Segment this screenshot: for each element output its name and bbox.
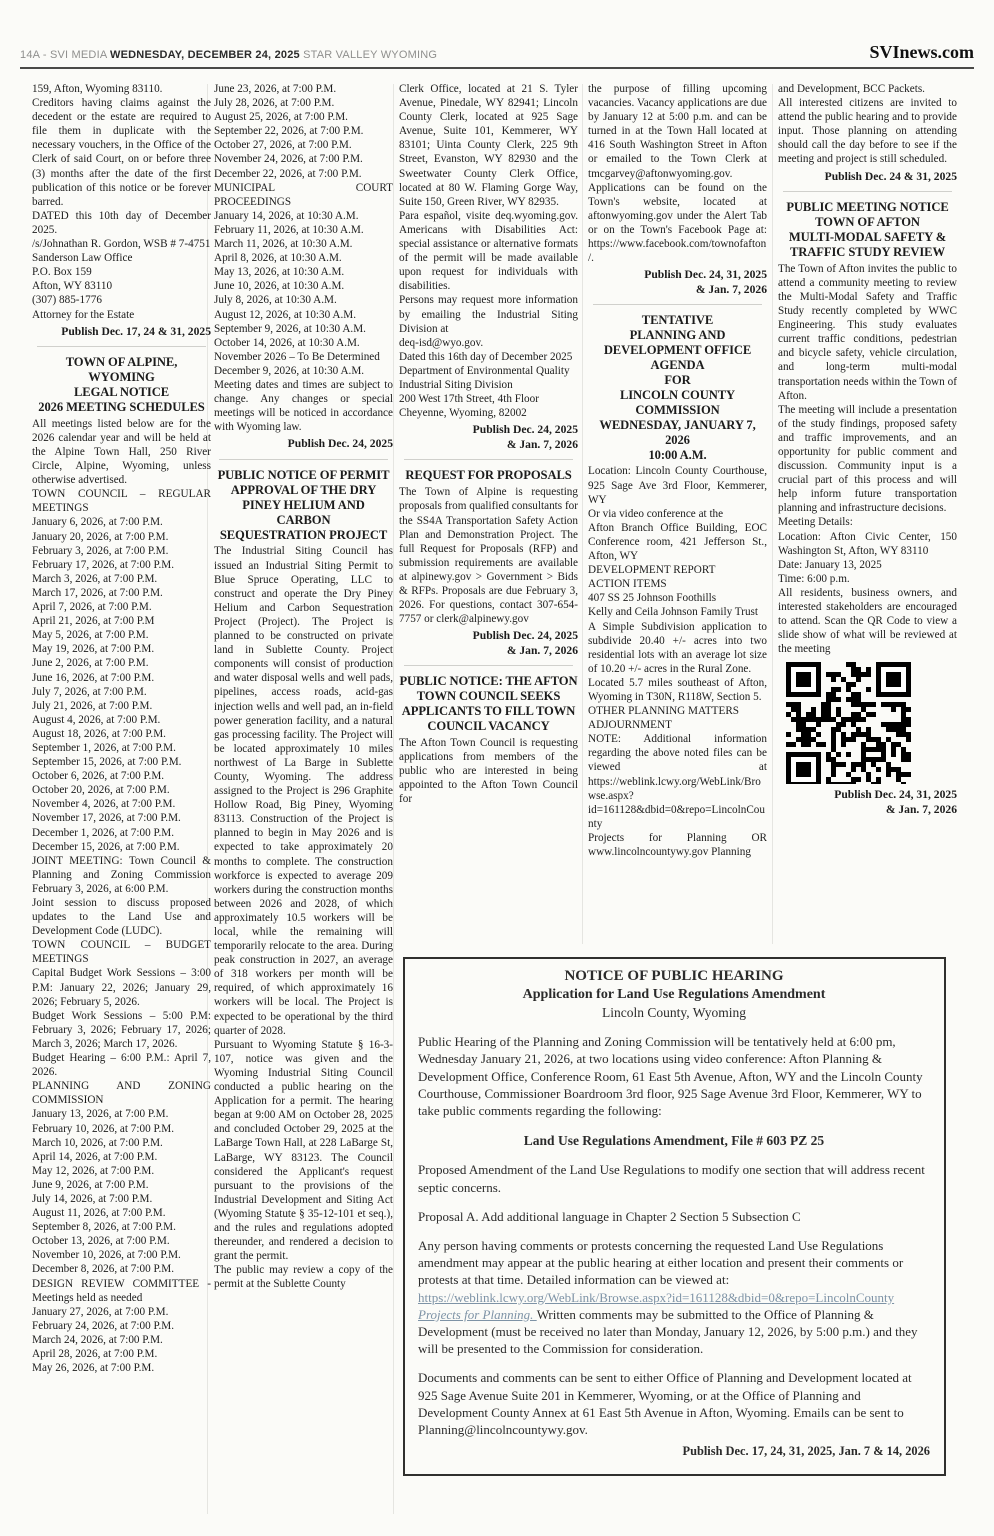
box-paragraph-hearing: Public Hearing of the Planning and Zoning Commission will be tentatively held at 6:00 pm, Wednesday January 21, 2026, at two locations using video conference: Afton Planning & Development Office, Conference Room, 61 East 5th Avenue, Afton, WY and the Lincoln County Courthouse, Commissioner Boardroom 3rd floor, 925 Sage Avenue 3rd Floor, Kemmerer, WY to take public comments regarding the following: bbox=[418, 1034, 923, 1119]
box-paragraph-comments bbox=[418, 1237, 930, 1357]
box-publish-credit: Publish Dec. 17, 24, 31, 2025, Jan. 7 & 14, 2026 bbox=[682, 1444, 930, 1459]
notice-paragraph: DATED this 10th day of December 2025. bbox=[32, 209, 211, 236]
region-label: STAR VALLEY WYOMING bbox=[303, 49, 438, 61]
notice-paragraph: NOTE: Additional information regarding the above noted files can be viewed at https://weblink.lcwy.org/WebLink/Browse.aspx?id=161128&dbid=0&repo=LincolnCounty bbox=[588, 733, 767, 830]
notice-paragraph: Location: Lincoln County Courthouse, 925 Sage Ave 3rd Floor, Kemmerer, WY bbox=[588, 465, 767, 506]
notice-paragraph: All residents, business owners, and interested stakeholders are encouraged to attend. Scan the QR Code to view a slide show of what will be reviewed at the meeting bbox=[778, 586, 957, 656]
notice-separator bbox=[219, 459, 388, 460]
notice-paragraph: All interested citizens are invited to attend the public hearing and to provide input. Those planning on attending should call the day before to see if the meeting and project is still scheduled. bbox=[778, 97, 957, 166]
notice-lines: and Development, BCC Packets. bbox=[778, 83, 925, 95]
notice-paragraph: Persons may request more information by emailing the Industrial Siting Division at bbox=[399, 294, 578, 335]
notice-paragraph: Kelly and Ceila Johnson Family Trust bbox=[588, 606, 758, 619]
box-paragraph-amendment: Proposed Amendment of the Land Use Regulations to modify one section that will address recent septic concerns. bbox=[418, 1162, 925, 1195]
edition-line bbox=[20, 49, 437, 61]
header-rule bbox=[20, 67, 974, 69]
page-header bbox=[20, 42, 974, 63]
notice-paragraph: The Town of Alpine is requesting proposals from qualified consultants for the SS4A Transportation Safety Action Plan and Demonstration Project. The full Request for Proposals (RFP) and submission requirements are available at alpinewy.gov > Government > Bids & RFPs. Proposals are due February 3, 2026. For questions, contact 307-654-7757 or clerk@alpinewy.gov bbox=[399, 486, 578, 626]
notice-paragraph: Pursuant to Wyoming Statute § 16-3-107, notice was given and the Wyoming Industrial Siting Council conducted a public hearing on the Application for a permit. The hearing began at 9:00 AM on October 28, 2025 and concluded October 29, 2025 at the LaBarge Town Hall, at 228 LaBarge St, LaBarge, WY 83123. The Council considered the Applicant's request pursuant to the provisions of the Industrial Development and Siting Act (Wyoming Statute § 35-12-101 et seq.), and the rules and regulations adopted thereunder, and rendered a decision to grant the permit. bbox=[214, 1038, 393, 1263]
notice-lines: January 13, 2026, at 7:00 P.M. February 10, 2026, at 7:00 P.M. March 10, 2026, at 7:00 P.M. April 14, 2026, at 7:00 P.M. May 12, 2026, at 7:00 P.M. June 9, 2026, at 7:00 P.M. July 14, 2026, at 7:00 P.M. August 11, 2026, at 7:00 P.M. September 8, 2026, at 7:00 P.M. October 13, 2026, at 7:00 P.M. November 10, 2026, at 7:00 P.M. December 8, 2026, at 7:00 P.M. bbox=[32, 1108, 181, 1276]
notice-paragraph: the purpose of filling upcoming vacancies. Vacancy applications are due by January 12 at 5:00 p.m. and can be turned in at the Town Hall located at 416 South Washington Street in Afton or emailed to the Town Clerk at tmcgarvey@aftonwyoming.gov. Applications can be found on the Town's website, located at aftonwyoming.gov under the Alert Tab or on the Town's Facebook Page at: https://www.facebook.com/townofafton/. bbox=[588, 83, 767, 265]
legal-column-5 bbox=[778, 82, 957, 948]
notice-separator bbox=[593, 304, 762, 305]
notice-separator bbox=[37, 346, 206, 347]
legal-column-4 bbox=[588, 82, 767, 948]
notice-paragraph: MUNICIPAL COURT PROCEEDINGS bbox=[214, 181, 393, 208]
notice-heading: TOWN OF ALPINE, WYOMING LEGAL NOTICE 2026 MEETING SCHEDULES bbox=[38, 355, 205, 414]
box-paragraph-documents: Documents and comments can be sent to either Office of Planning and Development located at 925 Sage Avenue Suite 201 in Kemmerer, Wyoming, or at the Office of Planning and Development County Annex at 61 East 5th Avenue in Afton, Wyoming. Emails can be sent to Planning@lincolncountywy.gov. bbox=[418, 1370, 912, 1438]
notice-paragraph: JOINT MEETING: Town Council & Planning and Zoning Commission February 3, 2026, at 6:00 P.M. bbox=[32, 854, 211, 895]
notice-lines: 159, Afton, Wyoming 83110. bbox=[32, 83, 163, 95]
publish-credit: Publish Dec. 24, 31, 2025 & Jan. 7, 2026 bbox=[834, 788, 957, 816]
notice-paragraph: TOWN COUNCIL – BUDGET MEETINGS bbox=[32, 939, 211, 966]
notice-paragraph: PLANNING AND ZONING COMMISSION bbox=[32, 1080, 211, 1107]
notice-paragraph: Afton Branch Office Building, EOC Conference room, 421 Jefferson St., Afton, WY bbox=[588, 521, 767, 563]
notice-paragraph: November 2026 – To Be Determined bbox=[214, 350, 380, 363]
box-county-line: Lincoln County, Wyoming bbox=[602, 1005, 746, 1020]
notice-paragraph: Budget Hearing – 6:00 P.M.: April 7, 2026. bbox=[32, 1052, 211, 1079]
notice-lines: Or via video conference at the bbox=[588, 507, 724, 520]
notice-paragraph: The Town of Afton invites the public to attend a community meeting to review the Multi-Modal Safety and Traffic Study recently completed by WWC Engineering. This study evaluates current traffic conditions, pedestrian and bicycle safety, vehicle circulation, and long-term multi-modal transportation needs within the Town of Afton. bbox=[778, 262, 957, 402]
publish-credit: Publish Dec. 24, 31, 2025 & Jan. 7, 2026 bbox=[644, 268, 767, 296]
notice-separator bbox=[783, 191, 952, 192]
box-written-comments-text: Written comments may be submitted to the Office of Planning & Development (must be received no later than Monday, January 12, 2026, by 5:00 p.m.) and they will be presented to the Commission for consideration. bbox=[418, 1306, 918, 1357]
publish-credit: Publish Dec. 17, 24 & 31, 2025 bbox=[61, 324, 211, 338]
notice-paragraph: Meeting dates and times are subject to change. Any changes or special meetings will be noticed in accordance with Wyoming law. bbox=[214, 378, 393, 434]
notice-paragraph: Clerk Office, located at 21 S. Tyler Avenue, Pinedale, WY 82941; Lincoln County Clerk, located at 925 Sage Avenue, Suite 101, Kemmerer, WY 83101; Uinta County Clerk, 225 9th Street, Evanston, WY 82930 and the Sweetwater County Clerk Office, located at 80 W. Flaming Gorge Way, Suite 150, Green River, WY 82935. bbox=[399, 83, 578, 208]
notice-paragraph: All meetings listed below are for the 2026 calendar year and will be held at the Alpine Town Hall, 250 River Circle, Alpine, Wyoming, unless otherwise advertised. bbox=[32, 417, 211, 487]
qr-code[interactable] bbox=[786, 662, 916, 784]
notice-lines: Industrial Siting Division 200 West 17th Street, 4th Floor Cheyenne, Wyoming, 82002 bbox=[399, 378, 539, 420]
masthead-url: SVInews.com bbox=[869, 42, 974, 62]
notice-lines: Date: January 13, 2025 Time: 6:00 p.m. bbox=[778, 558, 882, 585]
weblink-url[interactable]: https://weblink.lcwy.org/WebLink/Browse.aspx?id=161128&dbid=0&repo=LincolnCounty bbox=[418, 1289, 895, 1305]
notice-paragraph: Para español, visite deq.wyoming.gov. Americans with Disabilities Act: special assistance or alternative formats of the permit will be made available upon request for individuals with disabilities. bbox=[399, 209, 578, 293]
notice-heading: PUBLIC NOTICE: THE AFTON TOWN COUNCIL SEEKS APPLICANTS TO FILL TOWN COUNCIL VACANCY bbox=[399, 674, 578, 734]
notice-heading: REQUEST FOR PROPOSALS bbox=[405, 468, 572, 483]
box-comments-text: Any person having comments or protests concerning the requested Land Use Regulations amendment may appear at the public hearing at either location and present their comments or protests at that time. Detailed information can be viewed at: bbox=[418, 1238, 904, 1288]
legal-column-2 bbox=[214, 82, 393, 1530]
notice-lines: June 23, 2026, at 7:00 P.M. July 28, 2026, at 7:00 P.M. August 25, 2026, at 7:00 P.M. September 22, 2026, at 7:00 P.M. October 27, 2026, at 7:00 P.M. November 24, 2026, at 7:00 P.M. December 22, 2026, at 7:00 P.M. bbox=[214, 83, 364, 180]
column-rule bbox=[772, 84, 773, 944]
notice-lines: DEVELOPMENT REPORT ACTION ITEMS 407 SS 25 Johnson Foothills bbox=[588, 564, 717, 605]
notice-paragraph: Capital Budget Work Sessions – 3:00 P.M: January 22, 2026; January 29, 2026; February 5, 2026. bbox=[32, 967, 211, 1008]
notice-lines: Meeting Details: bbox=[778, 516, 853, 529]
legal-column-1 bbox=[32, 82, 211, 1530]
notice-paragraph: Located 5.7 miles southeast of Afton, Wyoming in T30N, R118W, Section 5. bbox=[588, 676, 767, 703]
notice-paragraph: Projects for Planning OR www.lincolncountywy.gov Planning bbox=[588, 831, 767, 858]
column-rule bbox=[582, 84, 583, 944]
notice-heading: PUBLIC NOTICE OF PERMIT APPROVAL OF THE DRY PINEY HELIUM AND CARBON SEQUESTRATION PROJECT bbox=[217, 467, 390, 542]
notice-paragraph: A Simple Subdivision application to subdivide 20.40 +/- acres into two residential lots with an average lot size of 10.20 +/- acres in the Rural Zone. bbox=[588, 620, 767, 675]
publish-credit: Publish Dec. 24, 2025 bbox=[287, 437, 393, 451]
box-paragraph-proposal: Proposal A. Add additional language in Chapter 2 Section 5 Subsection C bbox=[418, 1208, 801, 1224]
notice-paragraph: Location: Afton Civic Center, 150 Washington St, Afton, WY 83110 bbox=[778, 530, 957, 557]
box-file-heading: Land Use Regulations Amendment, File # 603 PZ 25 bbox=[523, 1133, 825, 1149]
publish-credit: Publish Dec. 24, 2025 & Jan. 7, 2026 bbox=[472, 423, 578, 451]
boxed-public-hearing-notice bbox=[403, 957, 946, 1476]
notice-paragraph: DESIGN REVIEW COMMITTEE - Meetings held as needed bbox=[32, 1277, 211, 1304]
notice-heading: TENTATIVE PLANNING AND DEVELOPMENT OFFICE AGENDA FOR LINCOLN COUNTY COMMISSION WEDNESDAY, JANUARY 7, 2026 10:00 A.M. bbox=[599, 313, 756, 462]
notice-lines: December 9, 2026, at 10:30 A.M. bbox=[214, 364, 365, 377]
notice-lines: deq-isd@wyo.gov. bbox=[399, 336, 484, 349]
issue-date: WEDNESDAY, DECEMBER 24, 2025 bbox=[110, 49, 300, 61]
notice-paragraph: The public may review a copy of the permit at the Sublette County bbox=[214, 1264, 393, 1291]
page-number-label: 14A - SVI MEDIA bbox=[20, 49, 107, 61]
notice-paragraph: Department of Environmental Quality bbox=[399, 364, 570, 377]
notice-paragraph: Creditors having claims against the decedent or the estate are required to file them in duplicate with the necessary vouchers, in the Office of the Clerk of said Court, on or before three (3) months after the date of the first publication of this notice or be forever barred. bbox=[32, 97, 211, 208]
notice-separator bbox=[404, 459, 573, 460]
publish-credit: Publish Dec. 24 & 31, 2025 bbox=[824, 169, 957, 183]
box-title: NOTICE OF PUBLIC HEARING bbox=[564, 968, 784, 984]
notice-lines: January 6, 2026, at 7:00 P.M. January 20, 2026, at 7:00 P.M. February 3, 2026, at 7:00 P.M. February 17, 2026, at 7:00 P.M. March 3, 2026, at 7:00 P.M. March 17, 2026, at 7:00 P.M. April 7, 2026, at 7:00 P.M. April 21, 2026, at 7:00 P.M May 5, 2026, at 7:00 P.M. May 19, 2026, at 7:00 P.M. June 2, 2026, at 7:00 P.M. June 16, 2026, at 7:00 P.M. July 7, 2026, at 7:00 P.M. July 21, 2026, at 7:00 P.M. August 4, 2026, at 7:00 P.M. August 18, 2026, at 7:00 P.M. September 1, 2026, at 7:00 P.M. September 15, 2026, at 7:00 P.M. October 6, 2026, at 7:00 P.M. October 20, 2026, at 7:00 P.M. November 4, 2026, at 7:00 P.M. November 17, 2026, at 7:00 P.M. December 1, 2026, at 7:00 P.M. December 15, 2026, at 7:00 P.M. bbox=[32, 516, 182, 853]
weblink-label[interactable]: Projects for Planning. bbox=[418, 1306, 537, 1322]
notice-paragraph: TOWN COUNCIL – REGULAR MEETINGS bbox=[32, 488, 211, 515]
notice-lines: January 14, 2026, at 10:30 A.M. February 11, 2026, at 10:30 A.M. March 11, 2026, at 10:30 A.M. April 8, 2026, at 10:30 A.M. May 13, 2026, at 10:30 A.M. June 10, 2026, at 10:30 A.M. July 8, 2026, at 10:30 A.M. August 12, 2026, at 10:30 A.M. September 9, 2026, at 10:30 A.M. October 14, 2026, at 10:30 A.M. bbox=[214, 209, 366, 349]
column-rule bbox=[393, 84, 394, 1514]
notice-lines: January 27, 2026, at 7:00 P.M. February 24, 2026, at 7:00 P.M. March 24, 2026, at 7:00 P.M. April 28, 2026, at 7:00 P.M. May 26, 2026, at 7:00 P.M. bbox=[32, 1305, 175, 1375]
notice-lines: Sanderson Law Office P.O. Box 159 Afton, WY 83110 (307) 885-1776 Attorney for the Estate bbox=[32, 252, 135, 321]
notice-separator bbox=[404, 665, 573, 666]
notice-paragraph: The Industrial Siting Council has issued an Industrial Siting Permit to Blue Spruce Operating, LLC to construct and operate the Dry Piney Helium and Carbon Sequestration Project (Project). The Project is planned to be constructed on private land in Sublette County. Project components will consist of production and water disposal wells and well pads, pipelines, access roads, acid-gas injection wells and well pad, an in-field power generation facility, and a natural gas processing facility. The Project will be located approximately 10 miles northwest of La Barge in Sublette County, Wyoming. The address assigned to the Project is 296 Graphite Hollow Road, Big Piney, Wyoming 83113. Construction of the Project is planned to begin in May 2026 and is expected to take approximately 20 months to complete. The construction workforce is expected to average 209 workers during the construction months between 2026 and 2028, of which approximately 10.5 workers will be local, while the remaining will temporarily relocate to the area. During peak construction in 2027, an average of 318 workers per month will be required, of which approximately 16 workers will be local. The Project is expected to be operational by the third quarter of 2028. bbox=[214, 545, 393, 1037]
notice-paragraph: Budget Work Sessions – 5:00 P.M: February 3, 2026; February 17, 2026; March 3, 2026; March 17, 2026. bbox=[32, 1009, 211, 1050]
notice-paragraph: Dated this 16th day of December 2025 bbox=[399, 350, 573, 363]
notice-paragraph: /s/Johnathan R. Gordon, WSB # 7-4751 bbox=[32, 238, 211, 251]
box-subtitle: Application for Land Use Regulations Amendment bbox=[522, 987, 826, 1002]
publish-credit: Publish Dec. 24, 2025 & Jan. 7, 2026 bbox=[472, 629, 578, 657]
notice-paragraph: The Afton Town Council is requesting applications from members of the public who are interested in being appointed to the Afton Town Council for bbox=[399, 737, 578, 806]
notice-paragraph: Joint session to discuss proposed updates to the Land Use and Development Code (LUDC). bbox=[32, 897, 211, 938]
notice-lines: OTHER PLANNING MATTERS ADJOURNMENT bbox=[588, 705, 740, 732]
legal-column-3 bbox=[399, 82, 578, 948]
notice-paragraph: The meeting will include a presentation of the study findings, proposed safety and traffic improvements, and an opportunity for public comment and discussion. Community input is a crucial part of this process and will help inform future transportation planning and infrastructure decisions. bbox=[778, 403, 957, 515]
notice-heading: PUBLIC MEETING NOTICE TOWN OF AFTON MULTI-MODAL SAFETY & TRAFFIC STUDY REVIEW bbox=[786, 200, 949, 259]
